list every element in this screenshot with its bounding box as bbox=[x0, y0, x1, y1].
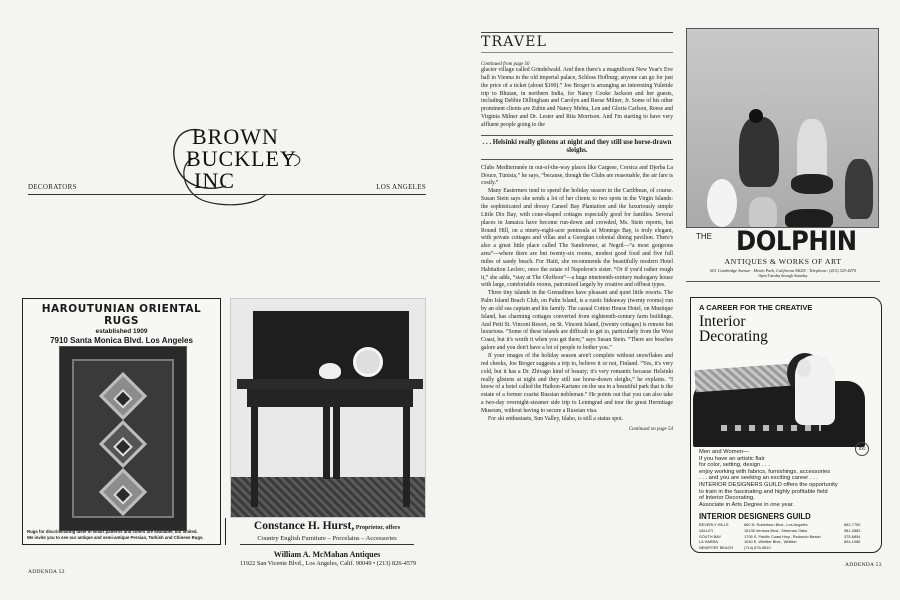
logo-line-brown: BROWN bbox=[192, 124, 279, 149]
article-paragraph: Many Easterners tend to spend the holiday season in the Caribbean, of course. Susan Stein says she sends a lot of her clients to two spots in the Virgin Islands: the sophisticated and dressy Caneel Bay Plantation and the luxuriously simple Little Dix Bay, with cone-shaped cottages especially good for families. Several places in Jamaica have become run-down and crowded, Ms. Stein reports, but Round Hill, on a ninety-eight-acre peninsula at Montego Bay, is truly elegant, with private cottages and villas and a Georgian colonial dining pavilion. There's also a great little place called The Sundowner, at Negril—“a most gorgeous area”—where there are but twenty-six rooms, modest good food and five full miles of sandy beach. For Haiti, she recommends the beautifully modern Hotel Habitation Leclerc, once the estate of Napoleon's sister. “Or if you'd rather rough it,” she adds, “stay at The Oloffson”—a huge nineteenth-century mahogany house with large, comfortable rooms, patronized largely by creative and offbeat types. bbox=[481, 188, 673, 289]
location-address: 15135 Ventura Blvd., Sherman Oaks bbox=[744, 527, 808, 533]
table-leg bbox=[323, 407, 330, 479]
divider bbox=[481, 32, 673, 33]
location-area: SOUTH BAY bbox=[699, 533, 722, 539]
shop-name: William A. McMahan Antiques bbox=[273, 550, 381, 559]
divider bbox=[28, 194, 426, 195]
dolphin-hours: Open Tuesday through Saturday bbox=[758, 274, 808, 278]
dolphin-antiques-ad bbox=[686, 28, 880, 278]
location-address: 1705 S. Pacific Coast Hwy., Redondo Beach bbox=[744, 533, 821, 539]
body-line: for color, setting, design . . . bbox=[699, 462, 770, 469]
rug-medallion bbox=[99, 420, 147, 468]
bottle-icon bbox=[845, 159, 873, 219]
person-face bbox=[797, 359, 811, 377]
sofa-buttons bbox=[721, 425, 821, 431]
location-phone: 981-2882 bbox=[844, 527, 861, 533]
proprietor-name-text: Constance H. Hurst, bbox=[253, 520, 355, 532]
interior-designers-guild-ad bbox=[690, 297, 882, 553]
location-area: VALLEY bbox=[699, 527, 714, 533]
decorators-caption: DECORATORS bbox=[28, 183, 77, 191]
logo-line-inc: INC bbox=[194, 168, 235, 193]
location-phone bbox=[844, 545, 874, 551]
page-folio: ADDENDA 53 bbox=[845, 562, 882, 568]
proprietor-name bbox=[228, 520, 426, 532]
proprietor-suffix: Proprietor, offers bbox=[354, 525, 401, 531]
article-paragraph: glacier village called Grindelwald. And then there's a magnificent New Year's Eve ball in Vienna in the old imperial palace, Schloss Hofburg; anyone can go for just the price of a ticket (about $100).” Joe Broger is arranging an interesting Yuletide trip to Bhutan, in northern India, for Nancy Cooke Jackson and her guests, including Debbie Dillingham and Carolyn and Reese Milner, Jr. Some of his other prominent clients are Zubin and Nancy Mehta, Len and Gloria Carlson, Reese and Virginia Milner and Dr. Lester and Rita Morrison. And I'm starting to have very affluent people going to the bbox=[481, 67, 673, 128]
body-line: If you have an artistic flair bbox=[699, 455, 765, 462]
table-apron bbox=[247, 389, 413, 407]
table-top bbox=[237, 379, 423, 389]
location-area: BEVERLY HILLS bbox=[699, 522, 729, 527]
bottle-icon bbox=[791, 174, 833, 194]
body-line: Men and Women— bbox=[699, 449, 749, 455]
table-leg bbox=[333, 407, 340, 479]
ad-body bbox=[699, 449, 877, 508]
location-row bbox=[699, 545, 879, 551]
ad-footer-line: Rugs for discriminating taste in smart patterns and colors are available, but limited. bbox=[27, 529, 198, 534]
location-phone: 694-1086 bbox=[844, 539, 861, 545]
teapot-icon bbox=[319, 363, 341, 379]
location-phone: 652-7750 bbox=[844, 522, 861, 527]
brown-buckley-logo bbox=[150, 112, 310, 207]
section-title: TRAVEL bbox=[481, 34, 548, 50]
antique-table-photo bbox=[230, 298, 426, 518]
dolphin-address: 601 Cambridge Avenue · Menlo Park, California 94025 · Telephone: (415) 325-4470 bbox=[710, 268, 856, 273]
location-address: (714) 675-9610 bbox=[744, 545, 771, 551]
shop-address: 11922 San Vicente Blvd., Los Angeles, Calif. 90049 • (213) 826-4579 bbox=[239, 560, 417, 567]
body-line: enjoy working with fabrics, furnishings, accessories bbox=[699, 468, 831, 475]
plate-icon bbox=[353, 347, 383, 377]
location-address: 660 N. Robertson Blvd., Los Angeles bbox=[744, 522, 808, 527]
rug-medallion bbox=[99, 372, 147, 420]
location-area: LA HABRA bbox=[699, 539, 719, 545]
article-paragraph: For ski enthusiasts, Sun Valley, Idaho, is still a status spot. bbox=[488, 415, 624, 422]
body-line: of Interior Decorating. bbox=[699, 495, 755, 502]
rug-field bbox=[72, 359, 174, 518]
bottle-icon bbox=[707, 179, 737, 227]
body-line: INTERIOR DESIGNERS GUILD offers the opportunity bbox=[699, 481, 838, 488]
divider bbox=[225, 518, 226, 545]
bottle-icon bbox=[739, 117, 779, 187]
location-caption: LOS ANGELES bbox=[376, 183, 426, 191]
travel-article bbox=[481, 32, 673, 432]
bottle-icon bbox=[749, 197, 777, 228]
mcmahan-antiques-ad bbox=[228, 298, 426, 567]
page-folio: ADDENDA 52 bbox=[28, 569, 65, 575]
table-leg bbox=[251, 407, 258, 507]
rug-medallion bbox=[99, 468, 147, 516]
location-address: 1040 E. Whittier Blvd., Whittier bbox=[744, 539, 797, 545]
location-phone: 375-6854 bbox=[844, 533, 861, 539]
photo-carpet bbox=[231, 477, 426, 518]
continued-from: Continued from page 50 bbox=[481, 62, 530, 67]
article-paragraph: Clubs Mediterranée in out-of-the-way places like Cargese, Corsica and Djerba La Douce, Tunisia,” he says, “because, though the Clubs are reasonable, the air fare is costly.” bbox=[481, 164, 673, 187]
dolphin-the: THE bbox=[696, 232, 712, 241]
article-paragraph: Three tiny islands in the Grenadines have pleasant and quiet little resorts. The Palm Island Beach Club, on Palm Island, is a rustic hideaway (twenty rooms) run by an old sea captain and his family. The casual Cotton House Hotel, on Mustique Island, has charming cottages converted from eighteenth-century farm buildings. And Petit St. Vincent Resort, on St. Vincent Island, (twenty cottages) is remote but luxurious. “Some of these islands are difficult to get to, particularly from the West Coast, but it's worth it when you get there,” says Susan Stein. “There are beaches galore and you don't have a lot of people to bother you.” bbox=[481, 290, 673, 352]
pull-quote bbox=[481, 135, 673, 160]
rug-image bbox=[59, 346, 187, 531]
table-leg bbox=[403, 407, 410, 507]
headline-line: Interior bbox=[699, 313, 746, 330]
body-line: Associate in Arts Degree in one year. bbox=[699, 501, 795, 508]
ad-categories: Country English Furniture – Porcelains – Accessories bbox=[240, 535, 414, 545]
divider bbox=[686, 281, 880, 282]
divider bbox=[481, 52, 673, 53]
body-line: . . . and you are seeking an exciting career . . . bbox=[699, 475, 818, 482]
ad-headline bbox=[699, 314, 768, 344]
sofa-photo bbox=[691, 353, 881, 447]
logo-line-buckley: BUCKLEY bbox=[186, 146, 297, 171]
headline-line: Decorating bbox=[699, 328, 768, 345]
dolphin-tagline: ANTIQUES & WORKS OF ART bbox=[724, 257, 842, 266]
haroutunian-rugs-ad bbox=[22, 298, 221, 545]
continued-on: Continued on page 54 bbox=[628, 426, 673, 432]
bottle-icon bbox=[749, 109, 763, 123]
sofa-icon bbox=[693, 381, 865, 447]
guild-locations bbox=[699, 522, 879, 551]
ad-established: established 1909 bbox=[95, 328, 148, 335]
ad-kicker: A CAREER FOR THE CREATIVE bbox=[699, 303, 813, 312]
snuff-bottles-photo bbox=[686, 28, 879, 228]
guild-seal-icon: IDG bbox=[855, 442, 869, 456]
ad-title: HAROUTUNIAN ORIENTAL RUGS bbox=[41, 303, 202, 327]
guild-name: INTERIOR DESIGNERS GUILD bbox=[699, 512, 811, 521]
ad-footer-line: We invite you to see our antique and semi-antique Persian, Turkish and Chinese Rugs. bbox=[27, 535, 204, 540]
pull-quote-text: . . . Helsinki really glistens at night and they still use horse-drawn sleighs. bbox=[482, 138, 672, 155]
ad-address: 7910 Santa Monica Blvd. Los Angeles bbox=[50, 336, 193, 345]
body-line: to train in the fascinating and highly profitable field bbox=[699, 488, 828, 495]
ad-footer bbox=[27, 529, 216, 541]
article-paragraph: If your images of the holiday season aren't complete without snowflakes and red cheeks, Joe Broger suggests a trip to, believe it or not, Finland. “Yes, it's very cold, but it has a Dr. Zhivago kind of beauty; it's very romantic because Helsinki really glistens at night and they still use horse-drawn sleighs,” he explains. “I know of a hotel called the Haikon-Kartano on the sea in a beautiful park that is the estate of a former czarist Russian nobleman.” He points out that you can also take a two-day overnight-steamer side trip to Leningrad and tour the great Hermitage Museum, without having to secure a Russian visa. bbox=[481, 353, 673, 414]
location-area: NEWPORT BEACH bbox=[699, 545, 734, 551]
dolphin-name: DOLPHIN bbox=[736, 226, 857, 257]
